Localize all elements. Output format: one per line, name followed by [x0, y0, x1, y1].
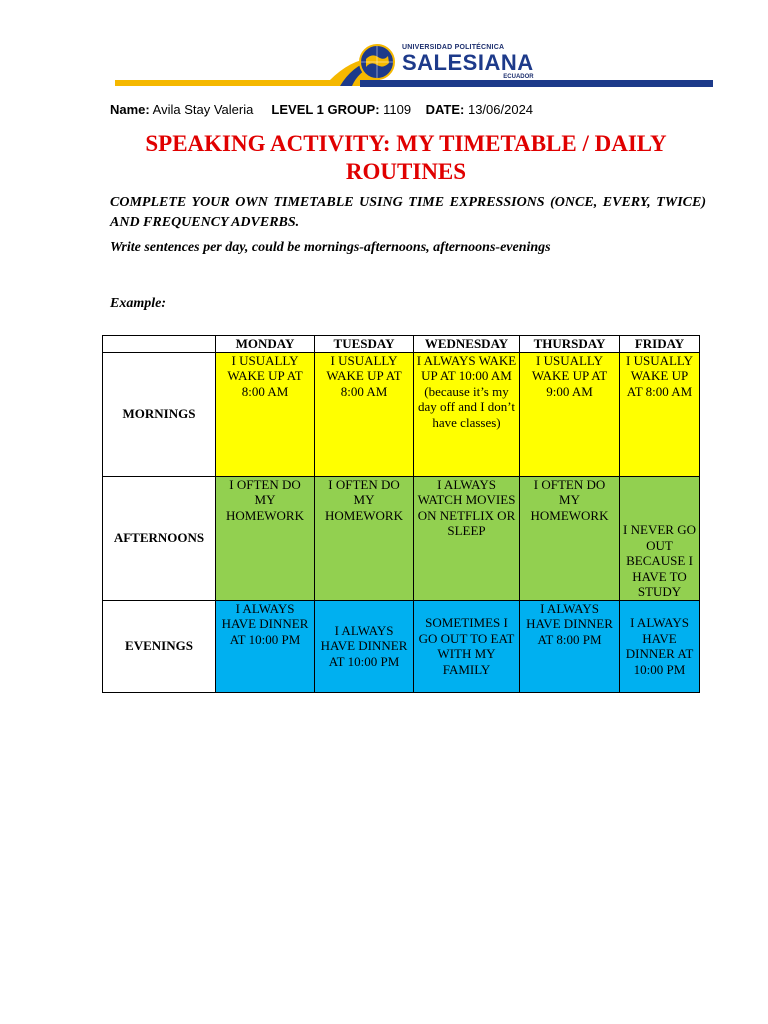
table-row — [103, 352, 700, 476]
table-cell: I USUALLY WAKE UP AT 8:00 AM — [216, 352, 315, 476]
table-cell: I ALWAYS HAVE DINNER AT 10:00 PM — [315, 600, 414, 692]
level-group-value: 1109 — [383, 102, 412, 117]
university-logo — [358, 40, 534, 84]
row-label: AFTERNOONS — [103, 476, 216, 600]
row-label: EVENINGS — [103, 600, 216, 692]
table-cell: I ALWAYS WATCH MOVIES ON NETFLIX OR SLEEP — [414, 476, 520, 600]
table-cell: I USUALLY WAKE UP AT 8:00 AM — [315, 352, 414, 476]
table-cell: I OFTEN DO MY HOMEWORK — [315, 476, 414, 600]
table-cell: I OFTEN DO MY HOMEWORK — [520, 476, 620, 600]
table-row — [103, 476, 700, 600]
day-header: THURSDAY — [520, 336, 620, 353]
table-cell: I USUALLY WAKE UP AT 8:00 AM — [620, 352, 700, 476]
timetable — [102, 335, 700, 693]
table-cell: I NEVER GO OUT BECAUSE I HAVE TO STUDY — [620, 476, 700, 600]
page-title: SPEAKING ACTIVITY: MY TIMETABLE / DAILY ROUTINES — [145, 131, 667, 184]
table-cell — [414, 352, 520, 476]
corner-cell — [103, 336, 216, 353]
logo-university-label: UNIVERSIDAD POLITÉCNICA — [402, 44, 505, 51]
cell-text: I ALWAYS WAKE UP AT 10:00 AM — [416, 352, 517, 383]
example-label: Example: — [110, 296, 166, 311]
level-group-label: LEVEL 1 GROUP: — [271, 102, 380, 117]
table-row — [103, 600, 700, 692]
date-value: 13/06/2024 — [467, 102, 534, 117]
table-cell: I OFTEN DO MY HOMEWORK — [216, 476, 315, 600]
cell-note: (because it’s my day off and I don’t have classes) — [418, 383, 515, 430]
table-cell: SOMETIMES I GO OUT TO EAT WITH MY FAMILY — [414, 600, 520, 692]
table-cell: I ALWAYS HAVE DINNER AT 10:00 PM — [216, 600, 315, 692]
instructions-secondary: Write sentences per day, could be mornings-afternoons, afternoons-evenings — [110, 240, 551, 255]
day-header: FRIDAY — [620, 336, 700, 353]
name-label: Name: — [110, 102, 150, 117]
date-label: DATE: — [425, 102, 465, 117]
day-header: WEDNESDAY — [414, 336, 520, 353]
table-header-row — [103, 336, 700, 353]
day-header: TUESDAY — [315, 336, 414, 353]
table-cell: I ALWAYS HAVE DINNER AT 10:00 PM — [620, 600, 700, 692]
name-value: Avila Stay Valeria — [152, 102, 254, 117]
globe-emblem-icon — [358, 43, 396, 81]
table-cell: I ALWAYS HAVE DINNER AT 8:00 PM — [520, 600, 620, 692]
logo-country: ECUADOR — [503, 74, 534, 80]
student-info-line — [110, 102, 533, 117]
table-cell: I USUALLY WAKE UP AT 9:00 AM — [520, 352, 620, 476]
logo-name: SALESIANA — [402, 50, 534, 75]
day-header: MONDAY — [216, 336, 315, 353]
row-label: MORNINGS — [103, 352, 216, 476]
instructions: COMPLETE YOUR OWN TIMETABLE USING TIME EXPRESSIONS (ONCE, EVERY, TWICE) AND FREQUENCY ADVERBS. — [110, 195, 706, 230]
